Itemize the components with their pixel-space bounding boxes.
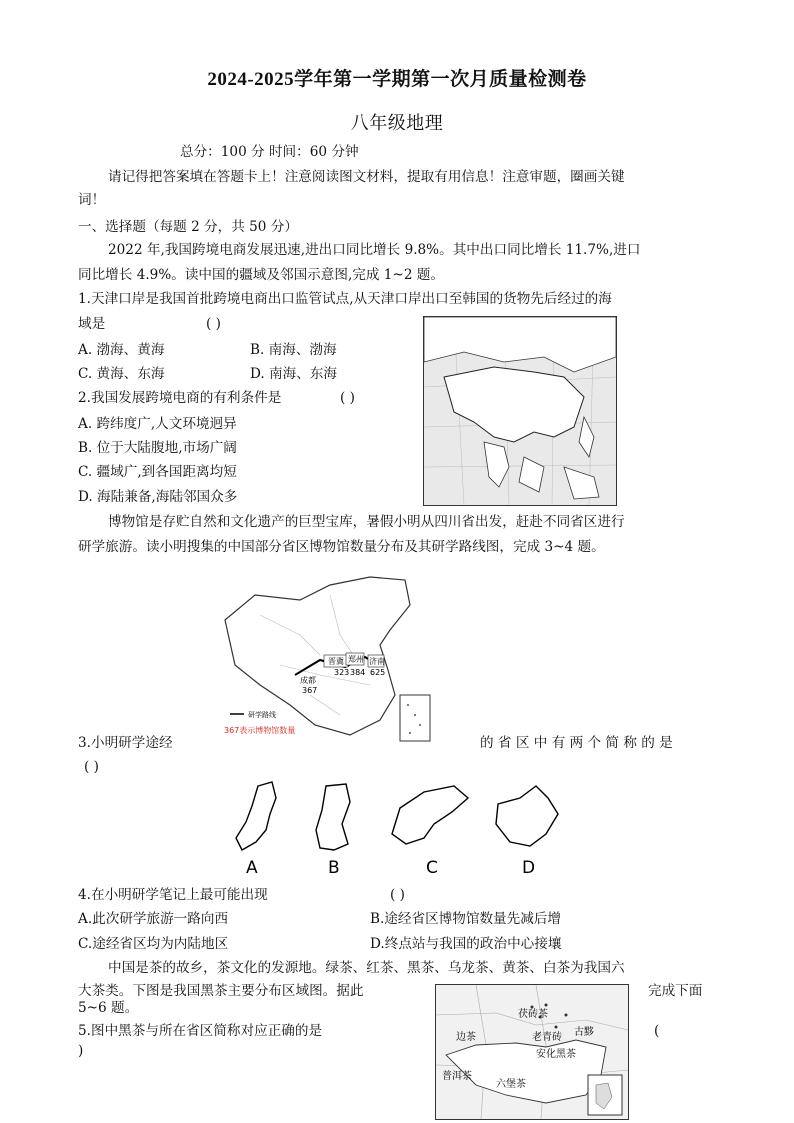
q4-stem: 4.在小明研学笔记上最可能出现: [78, 887, 268, 903]
city-zhengzhou-label: 郑州: [348, 655, 364, 664]
city-jinan-count: 625: [370, 668, 386, 677]
province-label-a: A: [246, 858, 258, 878]
passage-2-line-1: 博物馆是存贮自然和文化遗产的巨型宝库，暑假小明从四川省出发，赶赴不同省区进行: [108, 514, 625, 530]
q2-option-d[interactable]: D. 海陆兼备,海陆邻国众多: [78, 489, 238, 505]
city-chengdu-label: 成都: [300, 676, 316, 685]
province-shape-a[interactable]: [236, 782, 276, 850]
tea-label-liubao: 六堡茶: [496, 1079, 526, 1090]
exam-subtitle: 八年级地理: [350, 113, 444, 133]
passage-3-line-1: 中国是茶的故乡，茶文化的发源地。绿茶、红茶、黑茶、乌龙茶、黄茶、白茶为我国六: [108, 960, 625, 976]
q1-option-d[interactable]: D. 南海、东海: [250, 366, 338, 382]
q3-stem-left: 3.小明研学途经: [78, 735, 173, 751]
province-label-d: D: [522, 858, 536, 878]
q3-answer-blank[interactable]: ( ): [84, 759, 99, 775]
q2-stem: 2.我国发展跨境电商的有利条件是: [78, 390, 282, 406]
passage-1-line-1: 2022 年,我国跨境电商发展迅速,进出口同比增长 9.8%。其中出口同比增长 11.7%,进口: [108, 242, 641, 258]
q2-option-c[interactable]: C. 疆域广,到各国距离均短: [78, 464, 237, 480]
q3-stem-right: 的 省 区 中 有 两 个 简 称 的 是: [480, 735, 673, 751]
passage-3-line-3: 5~6 题。: [78, 1000, 139, 1016]
tea-label-anhua: 安化黑茶: [536, 1049, 576, 1060]
city-jinan-label: 济南: [369, 657, 385, 666]
passage-1-line-2: 同比增长 4.9%。读中国的疆域及邻国示意图,完成 1~2 题。: [78, 267, 444, 283]
q4-option-a[interactable]: A.此次研学旅游一路向西: [78, 911, 229, 927]
passage-2-line-2: 研学旅游。读小明搜集的中国部分省区博物馆数量分布及其研学路线图，完成 3~4 题。: [78, 539, 605, 555]
province-shape-c[interactable]: [392, 786, 468, 844]
city-jinji-label: 晋冀: [328, 657, 344, 666]
tea-label-fuzhuan: 茯砖茶: [518, 1009, 548, 1020]
q4-answer-blank[interactable]: ( ): [390, 887, 405, 903]
china-neighbors-map: [423, 316, 617, 506]
q5-stem: 5.图中黑茶与所在省区简称对应正确的是: [78, 1023, 323, 1039]
south-sea-inset: [400, 695, 430, 741]
exam-title: 2024-2025学年第一学期第一次月质量检测卷: [207, 69, 587, 90]
province-shape-b[interactable]: [316, 784, 350, 850]
q1-option-b[interactable]: B. 南海、渤海: [250, 342, 337, 358]
q2-option-a[interactable]: A. 跨纬度广,人文环境迥异: [78, 416, 237, 432]
section-title: 一、选择题（每题 2 分，共 50 分）: [78, 219, 298, 235]
museum-count-note: 367表示博物馆数量: [224, 726, 296, 735]
q4-option-d[interactable]: D.终点站与我国的政治中心接壤: [370, 936, 562, 952]
q1-stem-1: 1.天津口岸是我国首批跨境电商出口监管试点,从天津口岸出口至韩国的货物先后经过的海: [78, 291, 612, 307]
passage-3-line-2-left: 大茶类。下图是我国黑茶主要分布区域图。据此: [78, 983, 364, 999]
q4-option-c[interactable]: C.途经省区均为内陆地区: [78, 936, 229, 952]
province-label-c: C: [426, 858, 438, 878]
instruction-line-2: 词！: [78, 192, 106, 208]
museum-route-map: [220, 575, 452, 747]
q2-option-b[interactable]: B. 位于大陆腹地,市场广阔: [78, 440, 237, 456]
tea-label-puer: 普洱茶: [442, 1071, 472, 1082]
province-label-b: B: [328, 858, 340, 878]
dark-tea-map: [435, 984, 629, 1120]
q4-option-b[interactable]: B.途经省区博物馆数量先减后增: [370, 911, 562, 927]
q1-answer-blank[interactable]: ( ): [206, 316, 221, 332]
province-shape-d[interactable]: [496, 786, 558, 846]
tea-label-biancha: 边茶: [456, 1032, 476, 1043]
city-chengdu-count: 367: [302, 686, 318, 695]
passage-3-line-2-right: 完成下面: [648, 983, 703, 999]
q5-blank-close[interactable]: ): [78, 1043, 84, 1059]
city-jinji-count: 323: [334, 668, 350, 677]
tea-label-guyi: 古黟: [574, 1027, 594, 1038]
city-zhengzhou-count: 384: [350, 668, 366, 677]
tea-label-laoqingzhuan: 老青砖: [532, 1032, 562, 1043]
q1-option-a[interactable]: A. 渤海、黄海: [78, 342, 165, 358]
exam-meta: 总分：100 分 时间：60 分钟: [180, 144, 359, 160]
q1-stem-2: 域是: [78, 316, 106, 332]
instruction-line-1: 请记得把答案填在答题卡上！注意阅读图文材料，提取有用信息！注意审题，圈画关键: [108, 169, 625, 185]
q5-blank-open[interactable]: (: [654, 1023, 660, 1039]
province-outlines: [228, 778, 568, 878]
q1-option-c[interactable]: C. 黄海、东海: [78, 366, 165, 382]
q2-answer-blank[interactable]: ( ): [340, 390, 355, 406]
route-legend-label: 研学路线: [248, 711, 276, 719]
